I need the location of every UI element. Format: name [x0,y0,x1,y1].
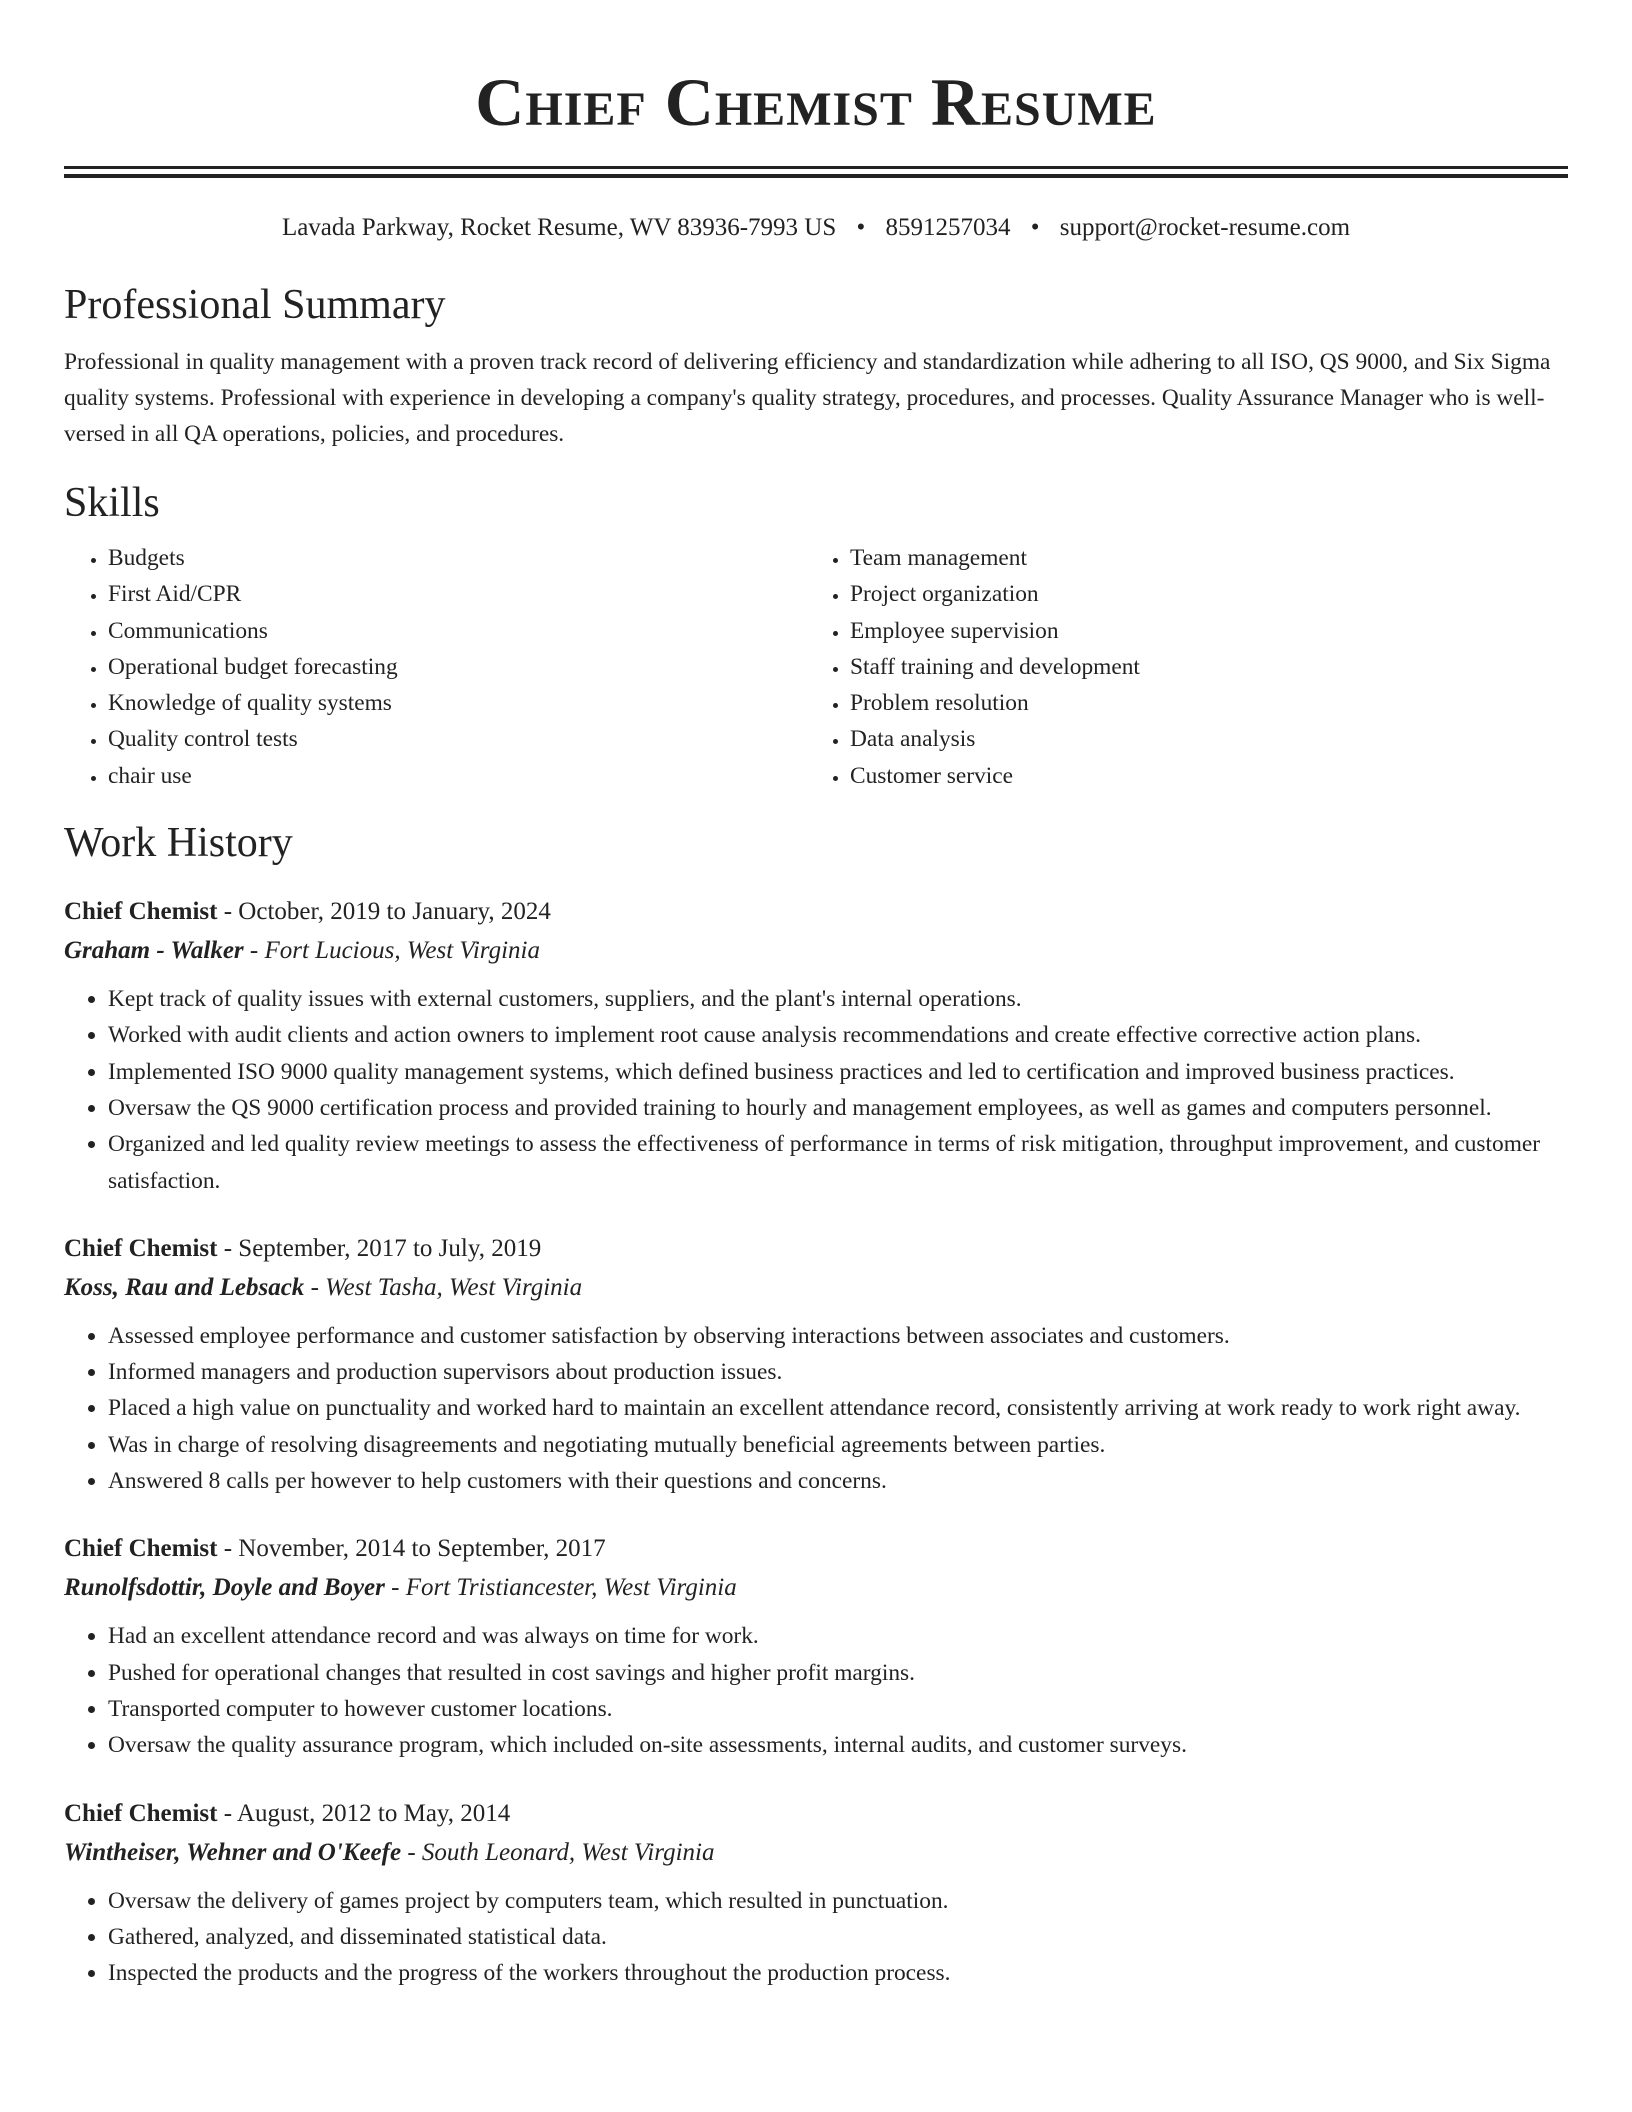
job-bullets [64,981,1568,1199]
job-dates: - November, 2014 to September, 2017 [217,1535,606,1563]
skills-section [64,476,1568,794]
summary-heading: Professional Summary [64,282,446,328]
job-bullets [64,1883,1568,1992]
job-bullet: • Oversaw the quality assurance program, which included on-site assessments, internal audits, and customer surveys. [108,1727,1568,1763]
skill-item: • Budgets [108,540,806,576]
job-bullet: • Answered 8 calls per however to help customers with their questions and concerns. [108,1463,1568,1499]
job-bullet: • Informed managers and production supervisors about production issues. [108,1354,1568,1390]
skills-columns [64,540,1568,794]
job-role: Chief Chemist [64,1535,218,1563]
contact-separator: • [856,214,866,241]
skill-item: • Staff training and development [850,649,1548,685]
job-location: - Fort Tristiancester, West Virginia [384,1574,737,1602]
job-entry [64,1229,1568,1499]
skill-item: • Operational budget forecasting [108,649,806,685]
contact-separator: • [1030,214,1040,241]
job-role: Chief Chemist [64,1799,218,1827]
job-bullet: • Oversaw the delivery of games project by computers team, which resulted in punctuation. [108,1883,1568,1919]
job-bullet: • Pushed for operational changes that resulted in cost savings and higher profit margins. [108,1655,1568,1691]
contact-phone: 8591257034 [885,214,1011,241]
job-bullet: • Assessed employee performance and customer satisfaction by observing interactions between associates and customers. [108,1318,1568,1354]
job-organization [64,1268,1568,1308]
job-location: - South Leonard, West Virginia [401,1838,715,1866]
job-role: Chief Chemist [64,1234,218,1262]
skill-item: • Quality control tests [108,721,806,757]
job-entry [64,1529,1568,1763]
summary-section [64,278,1568,452]
job-bullet: • Organized and led quality review meetings to assess the effectiveness of performance in terms of risk mitigation, throughput improvement, and customer satisfaction. [108,1126,1568,1199]
skill-item: • First Aid/CPR [108,576,806,612]
job-dates: - August, 2012 to May, 2014 [217,1799,511,1827]
job-dates: - September, 2017 to July, 2019 [217,1234,542,1262]
skills-heading: Skills [64,480,160,526]
job-dates: - October, 2019 to January, 2024 [217,898,551,926]
skill-item: • Knowledge of quality systems [108,685,806,721]
job-bullet: • Inspected the products and the progress of the workers throughout the production process. [108,1955,1568,1991]
job-bullet: • Was in charge of resolving disagreements and negotiating mutually beneficial agreements between parties. [108,1427,1568,1463]
job-header [64,1794,1568,1833]
job-bullet: • Oversaw the QS 9000 certification process and provided training to hourly and management employees, as well as games and computers personnel. [108,1090,1568,1126]
job-bullet: • Placed a high value on punctuality and worked hard to maintain an excellent attendance record, consistently arriving at work ready to work right away. [108,1390,1568,1426]
job-header [64,892,1568,931]
resume-title: Chief Chemist Resume [475,64,1157,140]
job-company: Koss, Rau and Lebsack [64,1273,305,1301]
skill-item: • Employee supervision [850,613,1548,649]
job-company: Graham - Walker [64,937,244,965]
job-bullet: • Transported computer to however customer locations. [108,1691,1568,1727]
job-entry [64,1794,1568,1992]
skill-item: • Problem resolution [850,685,1548,721]
job-entry [64,892,1568,1199]
job-header [64,1529,1568,1568]
skill-item: • chair use [108,758,806,794]
job-bullet: • Gathered, analyzed, and disseminated statistical data. [108,1919,1568,1955]
job-company: Wintheiser, Wehner and O'Keefe [64,1838,402,1866]
job-organization [64,1568,1568,1608]
skill-item: • Communications [108,613,806,649]
job-bullets [64,1318,1568,1499]
contact-address: Lavada Parkway, Rocket Resume, WV 83936-7993 US [281,214,837,241]
title-divider [64,166,1568,178]
work-history-section [64,816,1568,1991]
job-bullet: • Had an excellent attendance record and was always on time for work. [108,1618,1568,1654]
job-company: Runolfsdottir, Doyle and Boyer [64,1574,385,1602]
job-header [64,1229,1568,1268]
job-bullets [64,1618,1568,1763]
job-role: Chief Chemist [64,898,218,926]
job-bullet: • Implemented ISO 9000 quality management systems, which defined business practices and led to certification and improved business practices. [108,1054,1568,1090]
skill-item: • Customer service [850,758,1548,794]
skill-item: • Data analysis [850,721,1548,757]
skills-left-list [64,540,806,794]
skills-right-list [806,540,1548,794]
skill-item: • Project organization [850,576,1548,612]
job-bullet: • Worked with audit clients and action owners to implement root cause analysis recommendations and create effective corrective action plans. [108,1017,1568,1053]
skill-item: • Team management [850,540,1548,576]
summary-text: Professional in quality management with a proven track record of delivering efficiency and standardization while adhering to all ISO, QS 9000, and Six Sigma quality systems. Professional with experience in developing a company's quality strategy, procedures, and processes. Quality Assurance Manager who is well-versed in all QA operations, policies, and procedures. [64,349,1551,447]
job-location: - West Tasha, West Virginia [304,1273,583,1301]
job-bullet: • Kept track of quality issues with external customers, suppliers, and the plant's internal operations. [108,981,1568,1017]
contact-email: support@rocket-resume.com [1059,214,1351,241]
job-location: - Fort Lucious, West Virginia [243,937,540,965]
contact-line [64,212,1568,244]
resume-page [64,0,1568,1991]
job-organization [64,931,1568,971]
job-organization [64,1833,1568,1873]
work-history-heading: Work History [64,820,293,867]
